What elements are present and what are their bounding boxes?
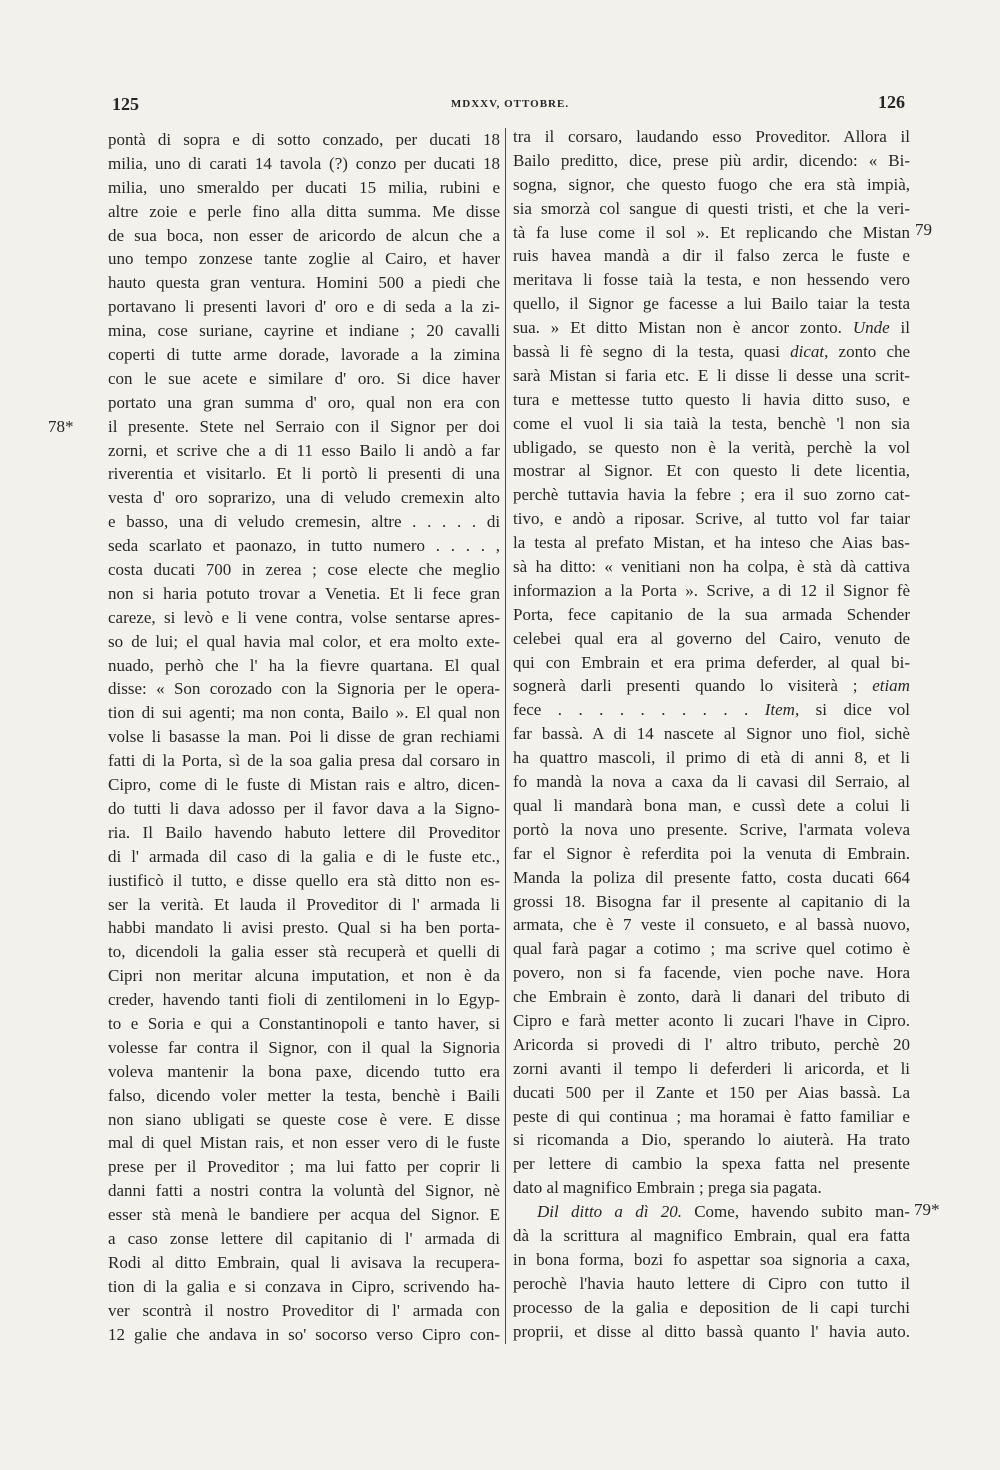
text-line: to, dicendoli la galia esser stà recuperà et quelli di [108,942,500,962]
text-line: sia smorzà col sangue di questi tristi, et che la veri- [513,198,911,218]
text-line: ruis havea mandà a dir il falso zerca le fuste e [513,246,910,266]
text-line: danni fatti a nostri contra la voluntà del Signor, nè [108,1181,500,1201]
text-line: do tutti li dava adosso per il favor dava a la Signo- [108,798,500,818]
margin-number-79-star: 79* [914,1200,940,1219]
text-line: Porta, fece capitanio de la sua armada Schender [513,604,910,624]
text-line: altre zoie e perle fino alla ditta summa. Me disse [108,201,500,221]
italic-text: Unde [852,318,890,338]
text-line: de sua boca, non esser de aricordo de alcun che a [108,225,501,245]
text-line: meritava li fosse taià la testa, e non hessendo vero [513,270,911,290]
text-line: volse li basasse la man. Poi li disse de gran rechiami [108,727,500,747]
text-segment: fece . . . . . . . . . . [513,700,765,720]
text-line: milia, uno smeraldo per ducati 15 milia, rubini e [108,177,501,197]
text-line [513,674,910,698]
text-line: si ricomanda a Dio, sperando lo aiuterà. Ha trato [513,1130,910,1150]
text-line: ha quattro mascoli, il primo di età di anni 8, et li [513,748,910,768]
text-line: tion di sui agenti; ma non conta, Bailo ». El qual non [108,703,500,723]
text-line [513,698,910,722]
column-divider-rule [505,128,506,1344]
text-line: habbi mandato li avisi presto. Qual si ha ben porta- [108,918,501,938]
text-segment: , zonto che [824,342,911,362]
text-line: falso, dicendo voler metter la testa, benchè i Baili [108,1085,501,1105]
text-line: esser stà menà le bandiere per acqua del Signor. E [108,1205,500,1225]
text-line: portò la nova uno presente. Scrive, l'armata voleva [513,819,910,839]
text-line: pontà di sopra e di sotto conzado, per ducati 18 [108,130,501,149]
text-line: careze, si levò e li vene contra, volse sentarse apres- [108,607,500,627]
text-segment: sua. » Et ditto Mistan non è ancor zonto. [513,318,853,338]
text-line: vesta d' oro soprarizo, una di veludo cremexin alto [108,488,500,508]
text-line: Rodi al ditto Embrain, qual li avisava la recupera- [108,1252,500,1272]
margin-number-79: 79 [915,220,932,239]
text-line: to e Soria e qui a Constantinopoli e tanto haver, si [108,1013,500,1033]
text-line: processo de la galia e deposition de li capi turchi [513,1297,910,1317]
text-segment: Come, havendo subito man- [681,1202,910,1222]
text-line: nuado, perhò che l' ha la fievre quartana. El qual [108,655,500,675]
text-line: uno tempo zonzese tante zoglie al Cairo, et haver [108,249,501,269]
text-line: portavano li presenti lavori d' oro e di seda a la zi- [108,297,500,317]
text-line [513,340,910,364]
right-text-column [513,125,910,1343]
text-line: Cipri non meritar alcuna imputation, et non è da [108,966,500,986]
text-line: Aricorda si provedi di l' altro tributo, perchè 20 [513,1034,911,1054]
page-number-right: 126 [878,92,905,112]
text-line: so de lui; el qual havia mal color, et era molto exte- [108,631,501,651]
text-line: disse: « Son corozado con la Signoria per le opera- [108,679,501,699]
text-line: perchè tuttavia havia la febre ; era il suo zorno cat- [513,485,910,505]
text-line: iustificò il tutto, e disse quello era stà ditto non es- [108,870,501,890]
text-line: sogna, signor, che questo fuogo che era stà impià, [513,174,911,194]
text-line: mostrar al Signor. Et con questo li dete licentia, [513,461,911,481]
text-line: quello, il Signor ge facesse a lui Bailo taiar la testa [513,294,910,314]
text-line: tà fa luse come il sol ». Et replicando che Mistan [513,222,910,242]
text-line: Cipro, come di le fuste di Mistan rais e altro, dicen- [108,775,501,795]
text-line: zorni avanti il tempo li deferderi li aricorda, et li [513,1058,911,1078]
text-line: proprii, et disse al ditto bassà quanto l' havia auto. [513,1321,911,1341]
text-line: volesse far contra il Signor, con il qual la Signoria [108,1037,500,1057]
text-line: di l' armada dil caso di la galia e di le fuste etc., [108,846,500,866]
text-line: qui con Embrain et era prima deferder, al qual bi- [513,652,910,672]
text-line: armata, che è 7 veste il consueto, e al bassà nuovo, [513,915,910,935]
text-segment: , si dice vol [794,700,910,720]
text-line: la testa al prefato Mistan, et ha inteso che Aias bas- [513,533,910,553]
text-line: povero, non si fa facende, vien poche nave. Hora [513,963,911,983]
text-line: per lettere di cambio la spexa fatta nel presente [513,1154,910,1174]
text-line: far el Signor è referdita poi la venuta di Embrain. [513,843,910,863]
text-line: costa ducati 700 in zerea ; cose electe che meglio [108,560,500,580]
text-line: ubligado, se questo non è la verità, perchè la vol [513,437,911,457]
text-segment: bassà li fè segno di la testa, quasi [513,342,791,362]
text-line: non siano ubligati se queste cose è vere. E disse [108,1109,501,1129]
running-head: MDXXV, OTTOBRE. [450,98,570,110]
text-segment: il [889,318,911,338]
text-line [513,316,910,340]
text-line: mal di quel Mistan rais, et non esser vero di le fuste [108,1133,500,1153]
text-line: tivo, e andò a riposar. Scrive, al tutto vol far taiar [513,509,910,529]
text-line: qual li mandarà bona man, e cussì dete a colui li [513,795,910,815]
text-line: riverentia et visitarlo. Et li portò li presenti di una [108,464,500,484]
text-line: portato una gran summa d' oro, qual non era con [108,392,500,412]
text-line: tion di la galia e si conzava in Cipro, scrivendo ha- [108,1276,501,1296]
text-line: grossi 18. Bisogna far il presente al capitanio di la [513,891,911,911]
text-line: ducati 500 per il Zante et 150 per Aias bassà. La [513,1082,910,1102]
text-line: il presente. Stete nel Serraio con il Signor per doi [108,416,500,436]
text-line: fatti di la Porta, sì de la soa galia presa dal corsaro in [108,751,501,771]
text-line: non si haria potuto trovar a Venetia. Et li fece gran [108,583,500,603]
text-line: voleva mantenir la bona paxe, dicendo tutto era [108,1061,500,1081]
text-line: Manda la poliza dil presente fatto, costa ducati 664 [513,867,910,887]
text-line: fo mandà la nova a caxa da li cavasi dil Serraio, al [513,772,910,792]
text-line: Bailo preditto, dice, prese più ardir, dicendo: « Bi- [513,150,911,170]
italic-text: dicat [790,342,825,362]
text-line: zorni, et scrive che a di 11 esso Bailo li andò a far [108,440,500,460]
italic-text: Dil ditto a dì 20. [537,1202,682,1222]
text-line: far bassà. A di 14 nascete al Signor uno fiol, sichè [513,724,910,744]
text-line: celebei qual era al governo del Cairo, venuto de [513,628,910,648]
text-line: ria. Il Bailo havendo habuto lettere dil Proveditor [108,822,501,842]
text-line: sà ha ditto: « venitiani non ha colpa, è stà dà cattiva [513,557,910,577]
text-line: dà la scrittura al magnifico Embrain, qual era fatta [513,1225,911,1245]
text-line: milia, uno di carati 14 tavola (?) conzo per ducati 18 [108,153,500,173]
text-segment: sognerà darli presenti quando lo visiterà ; [513,676,873,696]
italic-text: etiam [872,676,910,696]
left-text-column [108,128,500,1346]
text-line: sarà Mistan si faria etc. E li disse li desse una scrit- [513,365,910,385]
text-line: mina, cose suriane, cayrine et indiane ; 20 cavalli [108,321,501,341]
text-line: ser la verità. Et lauda il Proveditor di l' armada li [108,894,500,914]
text-line: prese per il Proveditor ; ma lui fatto per coprir li [108,1157,501,1177]
text-line: dato al magnifico Embrain ; prega sia pagata. [513,1178,822,1198]
text-line: che Embrain è zonto, darà li danari del tributo di [513,987,911,1007]
text-line: Cipro e farà metter aconto li zucari l'have in Cipro. [513,1010,911,1030]
text-line: tura e mettesse tutto questo li havia ditto suso, e [513,389,910,409]
text-line: informazion a la Porta ». Scrive, a di 12 il Signor fè [513,580,911,600]
italic-text: Item [764,700,795,720]
margin-number-78-star: 78* [48,417,74,436]
text-line: creder, havendo tanti fioli di zentilomeni in lo Egyp- [108,990,500,1010]
text-line: qual farà pagar a cotimo ; ma scrive quel cotimo è [513,939,911,959]
text-line: con le sue acete e similare d' oro. Si dice haver [108,368,501,388]
text-line: seda scarlato et paonazo, in tutto numero . . . . , [108,536,501,556]
text-line: a caso zonse lettere dil capitanio di l' armada di [108,1228,500,1248]
text-line: e basso, una di veludo cremesin, altre . . . . . di [108,512,501,532]
text-line: hauto questa gran ventura. Homini 500 a piedi che [108,273,501,293]
text-line: peste di qui continua ; ma horamai è fatto familiar e [513,1106,910,1126]
text-line: 12 galie che andava in so' socorso verso Cipro con- [108,1324,501,1344]
text-line: come el vuol li sia taià la testa, benchè 'l non sia [513,413,910,433]
text-line [513,1200,910,1224]
text-line: in bona forma, bozi fo aspettar soa signoria a caxa, [513,1249,910,1269]
text-line: tra il corsaro, laudando esso Proveditor. Allora il [513,127,911,146]
page-number-left: 125 [112,94,139,114]
text-line: coperti di tutte arme dorade, lavorade a la zimina [108,345,501,365]
text-line: ver scontrà il nostro Proveditor di l' armada con [108,1300,501,1320]
text-line: perochè l'havia hauto lettere di Cipro con tutto il [513,1273,911,1293]
